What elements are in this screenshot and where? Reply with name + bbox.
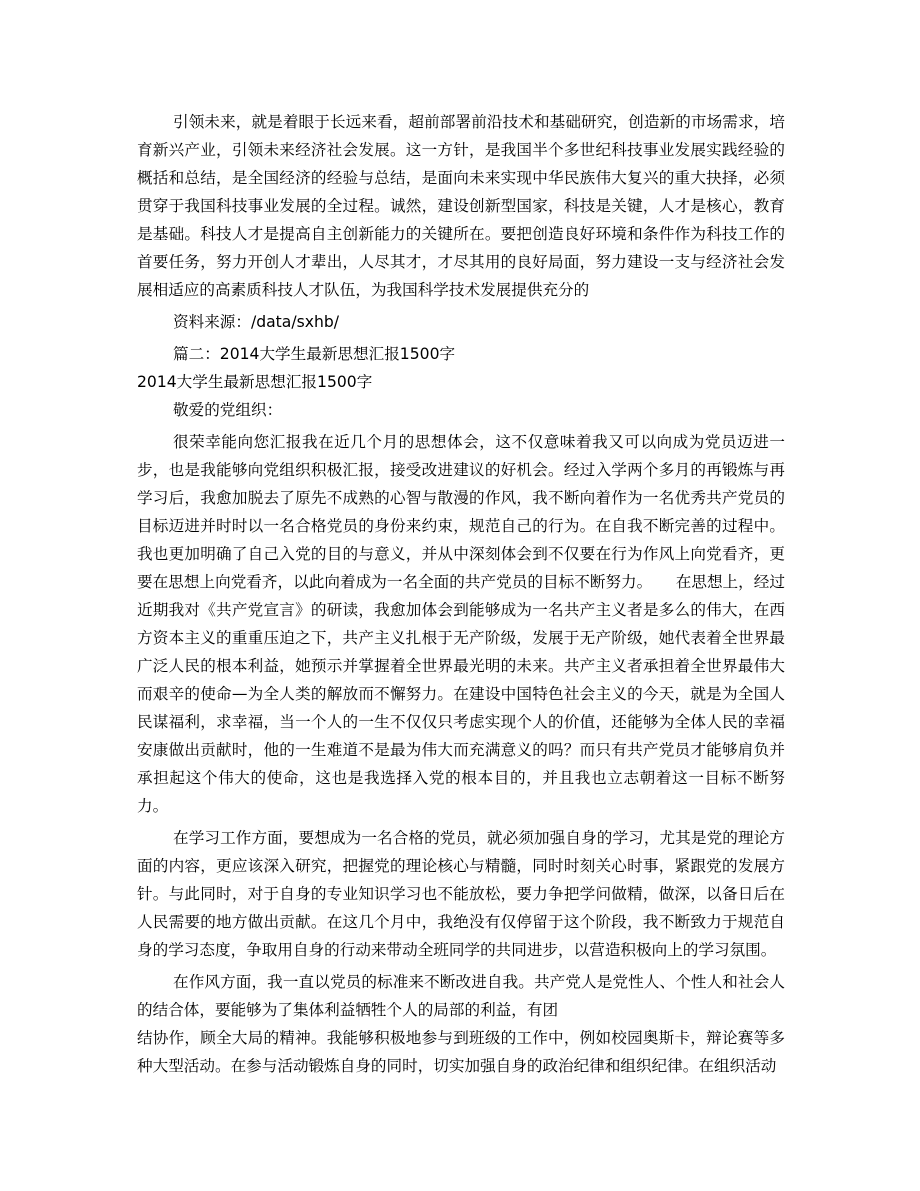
report-title: 2014大学生最新思想汇报1500字 — [137, 373, 373, 391]
salutation: 敬爱的党组织： — [173, 401, 283, 419]
section-heading: 篇二：2014大学生最新思想汇报1500字 — [173, 345, 456, 363]
source-line: 资料来源：/data/sxhb/ — [173, 313, 339, 331]
document-body — [137, 108, 785, 1080]
paragraph-study-work: 在学习工作方面，要想成为一名合格的党员，就必须加强自身的学习，尤其是党的理论方面的内容，更应该深入研究，把握党的理论核心与精髓，同时时刻关心时事，紧跟党的发展方针。与此同时，对于自身的专业知识学习也不能放松，要力争把学问做精，做深，以备日后在人民需要的地方做出贡献。在这几个月中，我绝没有仅停留于这个阶段，我不断致力于规范自身的学习态度，争取用自身的行动来带动全班同学的共同进步，以营造积极向上的学习氛围。 — [137, 829, 785, 959]
paragraph-thoughts: 很荣幸能向您汇报我在近几个月的思想体会，这不仅意味着我又可以向成为党员迈进一步，也是我能够向党组织积极汇报，接受改进建议的好机会。经过入学两个多月的再锻炼与再学习后，我愈加脱去了原先不成熟的心智与散漫的作风，我不断向着作为一名优秀共产党员的目标迈进并时时以一名合格党员的身份来约束，规范自己的行为。在自我不断完善的过程中。我也更加明确了自己入党的目的与意义，并从中深刻体会到不仅要在行为作风上向党看齐，更要在思想上向党看齐，以此向着成为一名全面的共产党员的目标不断努力。 在思想上，经过近期我对《共产党宣言》的研读，我愈加体会到能够成为一名共产主义者是多么的伟大，在西方资本主义的重重压迫之下，共产主义扎根于无产阶级，发展于无产阶级，她代表着全世界最广泛人民的根本利益，她预示并掌握着全世界最光明的未来。共产主义者承担着全世界最伟大而艰辛的使命—为全人类的解放而不懈努力。在建设中国特色社会主义的今天，就是为全国人民谋福利，求幸福，当一个人的一生不仅仅只考虑实现个人的价值，还能够为全体人民的幸福安康做出贡献时，他的一生难道不是最为伟大而充满意义的吗？而只有共产党员才能够肩负并承担起这个伟大的使命，这也是我选择入党的根本目的，并且我也立志朝着这一目标不断努力。 — [137, 433, 785, 815]
paragraph-science-talent: 引领未来，就是着眼于长远来看，超前部署前沿技术和基础研究，创造新的市场需求，培育新兴产业，引领未来经济社会发展。这一方针，是我国半个多世纪科技事业发展实践经验的概括和总结，是全国经济的经验与总结，是面向未来实现中华民族伟大复兴的重大抉择，必须贯穿于我国科技事业发展的全过程。诚然，建设创新型国家，科技是关键，人才是核心，教育是基础。科技人才是提高自主创新能力的关键所在。要把创造良好环境和条件作为科技工作的首要任务，努力开创人才辈出，人尽其才，才尽其用的良好局面，努力建设一支与经济社会发展相适应的高素质科技人才队伍，为我国科学技术发展提供充分的 — [137, 113, 785, 299]
paragraph-work-style: 在作风方面，我一直以党员的标准来不断改进自我。共产党人是党性人、个性人和社会人的结合体，要能够为了集体利益牺牲个人的局部的利益，有团 — [137, 973, 785, 1019]
paragraph-work-style-continued: 结协作，顾全大局的精神。我能够积极地参与到班级的工作中，例如校园奥斯卡，辩论赛等多种大型活动。在参与活动锻炼自身的同时，切实加强自身的政治纪律和组织纪律。在组织活动 — [137, 1029, 785, 1075]
